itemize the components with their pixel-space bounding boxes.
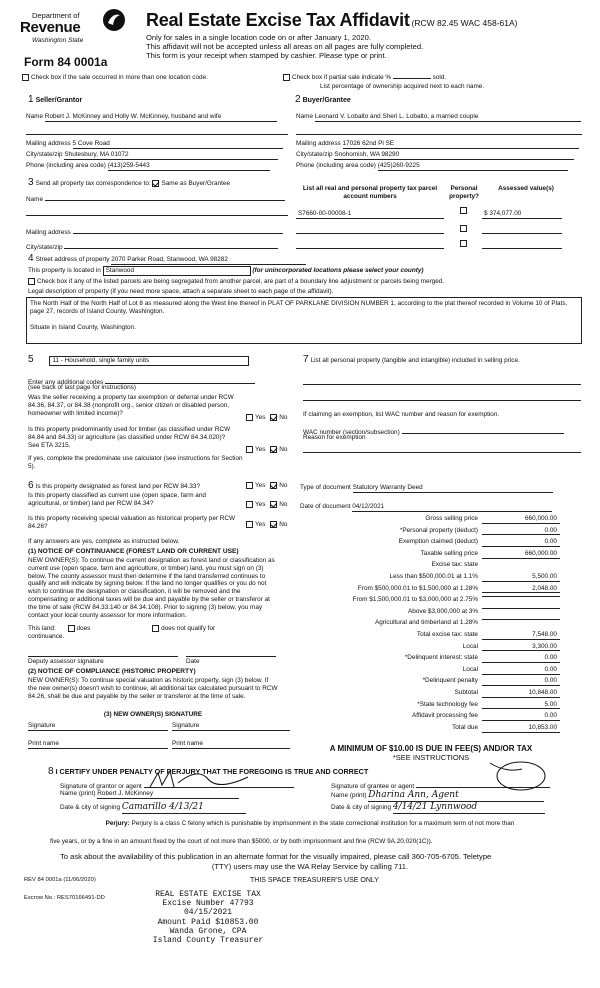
current-use-yes-checkbox[interactable] xyxy=(246,501,253,508)
corr-mailing-field[interactable] xyxy=(73,226,283,234)
calc-value[interactable]: 0.00 xyxy=(482,712,560,721)
calc-value[interactable]: 0.00 xyxy=(482,527,560,536)
owner-signature-label-2: Signature xyxy=(172,722,200,729)
grantee-signature-scribble-icon xyxy=(486,759,556,793)
calc-value[interactable] xyxy=(482,608,560,609)
seller-mailing-field[interactable]: 5 Cove Road xyxy=(73,140,283,149)
form-title-block xyxy=(146,10,596,32)
revision-label: REV 84 0001a (11/06/2020) xyxy=(24,877,96,883)
calc-row xyxy=(300,561,560,571)
calc-value[interactable]: 0.00 xyxy=(482,654,560,663)
codes-label: Enter any additional codes xyxy=(28,379,104,386)
calc-value[interactable]: 7,548.00 xyxy=(482,631,560,640)
stamp-line-1: REAL ESTATE EXCISE TAX xyxy=(155,890,261,899)
does-checkbox[interactable] xyxy=(68,625,75,632)
calc-label: Agricultural and timberland at 1.28% xyxy=(374,619,478,627)
calc-value[interactable] xyxy=(482,619,560,620)
notice1-body: NEW OWNER(S): To continue the current designation as forest land or classification as current use (open space, farm and agriculture, or timber) land, you must sign on (3) below. The county assessor must then determine if the land transferred continues to qualify and will indicate by signing below. If the land no longer qualifies or you do not wish to continue the designation or classification, it will be removed and the compensating or additional taxes will be due and payable by the seller or transferor at the time of sale (RCW 84.33.140 or 84.34.108). Prior to signing (3) below, you may contact your local county assessor for more information. xyxy=(28,557,275,619)
calc-row xyxy=(300,527,560,537)
calc-label: Excise tax: state xyxy=(431,561,478,569)
street-label: Street address of property xyxy=(35,256,110,263)
owner-print-label: Print name xyxy=(28,740,59,747)
grantor-date-row: Date & city of signing Camarillo 4/13/21 xyxy=(60,802,246,814)
see-instructions-note: *SEE INSTRUCTIONS xyxy=(392,753,470,762)
parcel-number[interactable]: S7660-00-00008-1 xyxy=(296,210,444,219)
continuance-label: continuance. xyxy=(28,633,65,640)
checkbox-icon xyxy=(22,74,29,81)
calc-row xyxy=(300,631,560,641)
wac-field[interactable] xyxy=(402,426,564,434)
timber-question: Is this property predominantly used for timber (as classified under RCW 84.84 and 84.33) or agriculture (as classified under RCW 84.34.020)? See ETA 3215. xyxy=(28,426,231,449)
exemption-question: Was the seller receiving a property tax exemption or deferral under RCW 84.36, 84.37, or 84.38 (nonprofit org., senior citizen or disabled person, homeowner with limited income)? xyxy=(28,394,234,417)
calc-label: *Delinquent interest: state xyxy=(404,654,478,662)
calc-label: From $1,500,000.01 to $3,000,000 at 2.75% xyxy=(352,596,478,604)
grantee-date-field[interactable]: 4/14/21 Lynnwood xyxy=(393,802,545,814)
timber-yes-no: Yes No xyxy=(246,446,287,454)
calc-label: Affidavit processing fee xyxy=(412,712,478,720)
calc-value[interactable] xyxy=(482,596,560,597)
buyer-name-row xyxy=(296,113,581,122)
personal-col-header: Personal property? xyxy=(449,185,479,200)
located-label: This property is located in xyxy=(28,267,101,274)
doc-date-row xyxy=(300,503,552,512)
corr-name-field[interactable] xyxy=(45,193,285,201)
calc-row xyxy=(300,643,560,653)
calc-row xyxy=(300,608,560,618)
calc-value[interactable]: 10,853.00 xyxy=(482,724,560,733)
treasurer-use-label: THIS SPACE TREASURER'S USE ONLY xyxy=(250,877,379,884)
historic-no-checkbox[interactable] xyxy=(270,521,277,528)
legal-label: Legal description of property (if you need more space, attach a separate sheet to each page of the affidavit). xyxy=(28,288,334,295)
notice2-body: NEW OWNER(S): To continue special valuation as historic property, sign (3) below. If the new owner(s) doesn't wish to continue, all additional tax calculated pursuant to RCW 84.26, shall be due and payable by the seller or transferor at the time of sale. xyxy=(28,677,278,700)
personal-property-checkbox-2[interactable] xyxy=(460,225,467,232)
accessibility-line-1: To ask about the availability of this publication in an alternate format for the visually impaired, please call 360-705-6705. Teletype xyxy=(60,852,492,861)
dept-label: Department of xyxy=(32,11,80,20)
personal-property-label: 7 List all personal property (tangible and intangible) included in selling price. xyxy=(303,354,520,365)
calc-row xyxy=(300,585,560,595)
stamp-line-5: Wanda Grone, CPA xyxy=(169,926,247,936)
seller-heading: 1 Seller/Grantor xyxy=(28,94,83,105)
calc-value[interactable]: 3,300.00 xyxy=(482,643,560,652)
form-title-ref: (RCW 82.45 WAC 458-61A) xyxy=(411,18,518,28)
seller-city-label: City/state/zip xyxy=(26,151,63,158)
legal-text: The North Half of the North Half of Lot 8 as measured along the West line thereof in PLAT OF PARKLANE DIVISION NUMBER 1, according to the plat thereof recorded in Volume 10 of Plats, page 27, records of Island County, Washington. xyxy=(30,300,568,315)
seller-mailing-label: Mailing address xyxy=(26,140,71,147)
stamp-line-4: Amount Paid $10853.00 xyxy=(157,917,259,927)
buyer-phone-row xyxy=(296,162,568,171)
calc-label: Less than $500,000.01 at 1.1% xyxy=(389,573,478,580)
current-use-yes-no: Yes No xyxy=(246,501,287,509)
codes-field[interactable] xyxy=(105,376,255,384)
located-note: (for unincorporated locations please select your county) xyxy=(252,267,424,274)
does-not-checkbox[interactable] xyxy=(152,625,159,632)
multi-location-label: Check box if the sale occurred in more than one location code. xyxy=(31,74,208,82)
form-number: Form 84 0001a xyxy=(24,55,108,69)
exemption-yes-checkbox[interactable] xyxy=(246,414,253,421)
legal-description-box[interactable] xyxy=(26,297,582,344)
calc-label: Total due xyxy=(452,723,478,731)
historic-yes-no: Yes No xyxy=(246,521,287,529)
buyer-city-field[interactable]: Snohomish, WA 98290 xyxy=(334,151,574,160)
accessibility-line-2: (TTY) users may use the WA Relay Service by calling 711. xyxy=(211,862,409,871)
header-line-3: This form is your receipt when stamped by cashier. Please type or print. xyxy=(146,51,387,60)
boundary-label: Check box if any of the listed parcels are being segregated from another parcel, are part of a boundary line adjustment or parcels being merged. xyxy=(37,278,445,286)
deputy-signature-label: Deputy assessor signature xyxy=(28,658,104,665)
calc-value[interactable]: 660,000.00 xyxy=(482,550,560,559)
perjury-line-1: Perjury: Perjury is a class C felony which is punishable by imprisonment in the state correctional institution for a maximum term of not more than xyxy=(105,820,515,827)
perjury-line-2: five years, or by a fine in an amount fixed by the court of not more than $5000, or by both imprisonment and fine (RCW 9A.20.020(1C)). xyxy=(50,838,433,845)
seller-city-field[interactable]: Shutesbury, MA 01072 xyxy=(64,151,278,160)
historic-question: Is this property receiving special valuation as historical property per RCW 84.26? xyxy=(28,515,236,530)
buyer-city-label: City/state/zip xyxy=(296,151,333,158)
notice1-title: (1) NOTICE OF CONTINUANCE (FOREST LAND OR CURRENT USE) xyxy=(28,548,239,555)
calc-label: *Personal property (deduct) xyxy=(399,526,478,534)
calc-row xyxy=(300,596,560,606)
legal-text-2: Situate in Island County, Washington. xyxy=(30,323,136,331)
calc-row xyxy=(300,654,560,664)
calc-label: Total excise tax: state xyxy=(416,631,478,638)
buyer-heading: 2 Buyer/Grantee xyxy=(295,94,351,105)
corr-mailing-row xyxy=(26,226,283,237)
land-use-select[interactable]: 11 - Household, single family units xyxy=(49,356,249,366)
deputy-date-label: Date xyxy=(186,658,200,665)
sold-label: sold. xyxy=(432,74,447,82)
calc-row xyxy=(300,677,560,687)
calc-row xyxy=(300,573,560,583)
treasurer-stamp xyxy=(148,890,268,945)
wac-label: WAC number (section/subsection) xyxy=(303,429,400,436)
grantor-date-field[interactable]: Camarillo 4/13/21 xyxy=(122,802,246,814)
grantee-signature-field[interactable] xyxy=(416,779,550,788)
doc-type-field[interactable]: Statutory Warranty Deed xyxy=(353,484,553,493)
assessed-value[interactable]: $ 374,077.00 xyxy=(482,210,562,219)
current-use-no-checkbox[interactable] xyxy=(270,501,277,508)
calc-label: From $500,000.01 to $1,500,000 at 1.28% xyxy=(357,584,478,592)
new-owner-signature-title: (3) NEW OWNER(S) SIGNATURE xyxy=(103,711,203,718)
grantee-name-field[interactable]: Dharina Ann, Agent xyxy=(368,790,544,802)
calc-label: *State technology fee xyxy=(417,700,478,708)
calc-value[interactable]: 0.00 xyxy=(482,666,560,675)
personal-property-checkbox-1[interactable] xyxy=(460,207,467,214)
revenue-emblem-icon xyxy=(102,8,126,32)
grantee-date-row: Date & city of signing 4/14/21 Lynnwood xyxy=(331,802,545,814)
forest-yes-no: Yes No xyxy=(246,482,287,490)
doc-date-field[interactable]: 04/12/2021 xyxy=(352,503,552,512)
personal-property-checkbox-3[interactable] xyxy=(460,240,467,247)
stamp-line-3: 04/15/2021 xyxy=(183,908,232,918)
calc-label: *Delinquent penalty xyxy=(422,677,478,685)
owner-print-label-2: Print name xyxy=(172,740,203,747)
calc-value[interactable]: 5,500.00 xyxy=(482,573,560,582)
calc-row xyxy=(300,515,560,525)
checkbox-icon xyxy=(28,278,35,285)
seller-phone-row xyxy=(26,162,270,171)
correspondence-label: Send all property tax correspondence to: xyxy=(35,180,151,187)
buyer-mailing-field[interactable]: 17026 62nd Pl SE xyxy=(343,140,579,149)
calc-label: Gross selling price xyxy=(425,515,478,522)
exemption-claim-label: If claiming an exemption, list WAC number and reason for exemption. xyxy=(303,411,500,418)
street-field[interactable]: 2070 Parker Road, Stanwood, WA 98282 xyxy=(111,256,306,265)
codes-note: (see back of last page for instructions) xyxy=(28,384,136,391)
calc-row xyxy=(300,689,560,699)
dept-state: Washington State xyxy=(32,37,84,44)
located-row xyxy=(28,266,424,276)
corr-name-label: Name xyxy=(26,196,44,203)
certify-heading: 8 I CERTIFY UNDER PENALTY OF PERJURY THAT THE FOREGOING IS TRUE AND CORRECT xyxy=(48,766,369,777)
corr-city-field[interactable] xyxy=(64,241,278,249)
historic-yes-checkbox[interactable] xyxy=(246,521,253,528)
calc-value[interactable]: 10,848.00 xyxy=(482,689,560,698)
checkbox-icon xyxy=(283,74,290,81)
calc-row xyxy=(300,538,560,548)
escrow-number: Escrow No.: RES70166491-DD xyxy=(24,895,105,901)
buyer-mailing-row xyxy=(296,140,579,149)
grantor-name-field[interactable]: Robert J. McKinney xyxy=(97,790,239,799)
seller-phone-label: Phone (including area code) xyxy=(26,162,106,169)
buyer-mailing-label: Mailing address xyxy=(296,140,341,147)
seller-phone-field[interactable]: (413)259-5443 xyxy=(108,162,270,171)
owner-signature-label: Signature xyxy=(28,722,56,729)
calc-label: Local xyxy=(462,642,478,650)
doc-type-row xyxy=(300,484,553,493)
section5-row: 5 11 - Household, single family units xyxy=(28,354,249,366)
seller-name-row xyxy=(26,113,286,122)
stamp-line-2: Excise Number 47793 xyxy=(162,899,254,909)
minimum-due-note: A MINIMUM OF $10.00 IS DUE IN FEE(S) AND/OR TAX xyxy=(329,744,533,753)
this-land-row: This land: does does not qualify for xyxy=(28,625,216,633)
seller-name-label: Name xyxy=(26,113,44,120)
timber-note: If yes, complete the predominate use calculator (see instructions for Section 5). xyxy=(28,455,243,470)
forest-no-checkbox[interactable] xyxy=(270,482,277,489)
grantor-signature-field[interactable] xyxy=(144,779,294,788)
grantee-name-row: Name (print) Dharina Ann, Agent xyxy=(331,790,544,802)
calc-label: Subtotal xyxy=(454,689,478,696)
calc-value[interactable]: 0.00 xyxy=(482,538,560,547)
if-yes-note: If any answers are yes, complete as instructed below. xyxy=(28,538,180,545)
calc-row xyxy=(300,712,560,722)
multi-location-checkbox[interactable] xyxy=(22,74,208,82)
doc-date-label: Date of document xyxy=(300,503,351,510)
located-select[interactable]: Stanwood xyxy=(103,266,251,276)
parcel-col-header: List all real and personal property tax parcel account numbers xyxy=(302,185,438,200)
calc-row xyxy=(300,701,560,711)
same-as-buyer-label: Same as Buyer/Grantee xyxy=(161,180,231,187)
exemption-no-checkbox[interactable] xyxy=(270,414,277,421)
corr-name-row xyxy=(26,193,285,204)
correspondence-row: 3 Send all property tax correspondence to: Same as Buyer/Grantee xyxy=(28,177,231,188)
calc-label: Local xyxy=(462,665,478,673)
grantee-signature-row: Signature of grantee or agent xyxy=(331,779,550,791)
calc-value[interactable]: 5.00 xyxy=(482,701,560,710)
grantor-signature-scribble-icon xyxy=(148,769,268,791)
buyer-name-field[interactable]: Leonard V. Lobalto and Sheri L. Lobalto, a married couple xyxy=(315,113,581,122)
ownership-note: List percentage of ownership acquired next to each name. xyxy=(320,83,485,90)
buyer-phone-label: Phone (including area code) xyxy=(296,162,376,169)
exemption-yes-no: Yes No xyxy=(246,414,287,422)
street-row: 4 Street address of property 2070 Parker Road, Stanwood, WA 98282 xyxy=(28,253,306,265)
calc-value[interactable]: 2,048.00 xyxy=(482,585,560,594)
reason-label: Reason for exemption xyxy=(303,434,366,441)
corr-city-row xyxy=(26,241,278,252)
calc-value[interactable]: 660,000.00 xyxy=(482,515,560,524)
seller-mailing-row xyxy=(26,140,283,149)
buyer-city-row xyxy=(296,151,574,160)
calc-label: Exemption claimed (deduct) xyxy=(398,538,478,546)
notice2-title: (2) NOTICE OF COMPLIANCE (HISTORIC PROPERTY) xyxy=(28,668,196,675)
forest-question: 6 Is this property designated as forest land per RCW 84.33? xyxy=(28,480,201,491)
partial-sale-checkbox[interactable] xyxy=(283,74,446,82)
header-line-2: This affidavit will not be accepted unless all areas on all pages are fully completed. xyxy=(146,42,424,51)
seller-city-row xyxy=(26,151,278,160)
boundary-checkbox-row[interactable] xyxy=(28,278,444,286)
same-as-buyer-checkbox[interactable] xyxy=(152,180,159,187)
forest-yes-checkbox[interactable] xyxy=(246,482,253,489)
calc-value[interactable]: 0.00 xyxy=(482,677,560,686)
dor-logo xyxy=(18,6,128,54)
assessed-col-header: Assessed value(s) xyxy=(498,185,554,192)
corr-city-label: City/state/zip xyxy=(26,244,63,251)
corr-mailing-label: Mailing address xyxy=(26,229,71,236)
stamp-line-6: Island County Treasurer xyxy=(152,935,264,945)
seller-name-field[interactable]: Robert J. McKinney and Holly W. McKinney, husband and wife xyxy=(45,113,277,122)
grantor-signature-row: Signature of grantor or agent xyxy=(60,779,294,791)
calc-row xyxy=(300,550,560,560)
doc-type-label: Type of document xyxy=(300,484,351,491)
timber-no-checkbox[interactable] xyxy=(270,446,277,453)
form-title: Real Estate Excise Tax Affidavit xyxy=(146,10,410,30)
timber-yes-checkbox[interactable] xyxy=(246,446,253,453)
calc-row xyxy=(300,666,560,676)
grantor-name-row: Name (print) Robert J. McKinney xyxy=(60,790,239,799)
dept-name: Revenue xyxy=(20,19,81,36)
buyer-name-label: Name xyxy=(296,113,314,120)
calc-row xyxy=(300,619,560,629)
buyer-phone-field[interactable]: (425)260-9225 xyxy=(378,162,568,171)
current-use-question: Is this property classified as current use (open space, farm and agricultural, or timber) land per RCW 84.34? xyxy=(28,492,206,507)
calc-label: Above $3,000,000 at 3% xyxy=(408,607,478,615)
header-line-1: Only for sales in a single location code on or after January 1, 2020. xyxy=(146,33,371,42)
partial-sale-label: Check box if partial sale indicate % xyxy=(292,74,392,82)
calc-row xyxy=(300,724,560,734)
calc-label: Taxable selling price xyxy=(420,549,478,557)
